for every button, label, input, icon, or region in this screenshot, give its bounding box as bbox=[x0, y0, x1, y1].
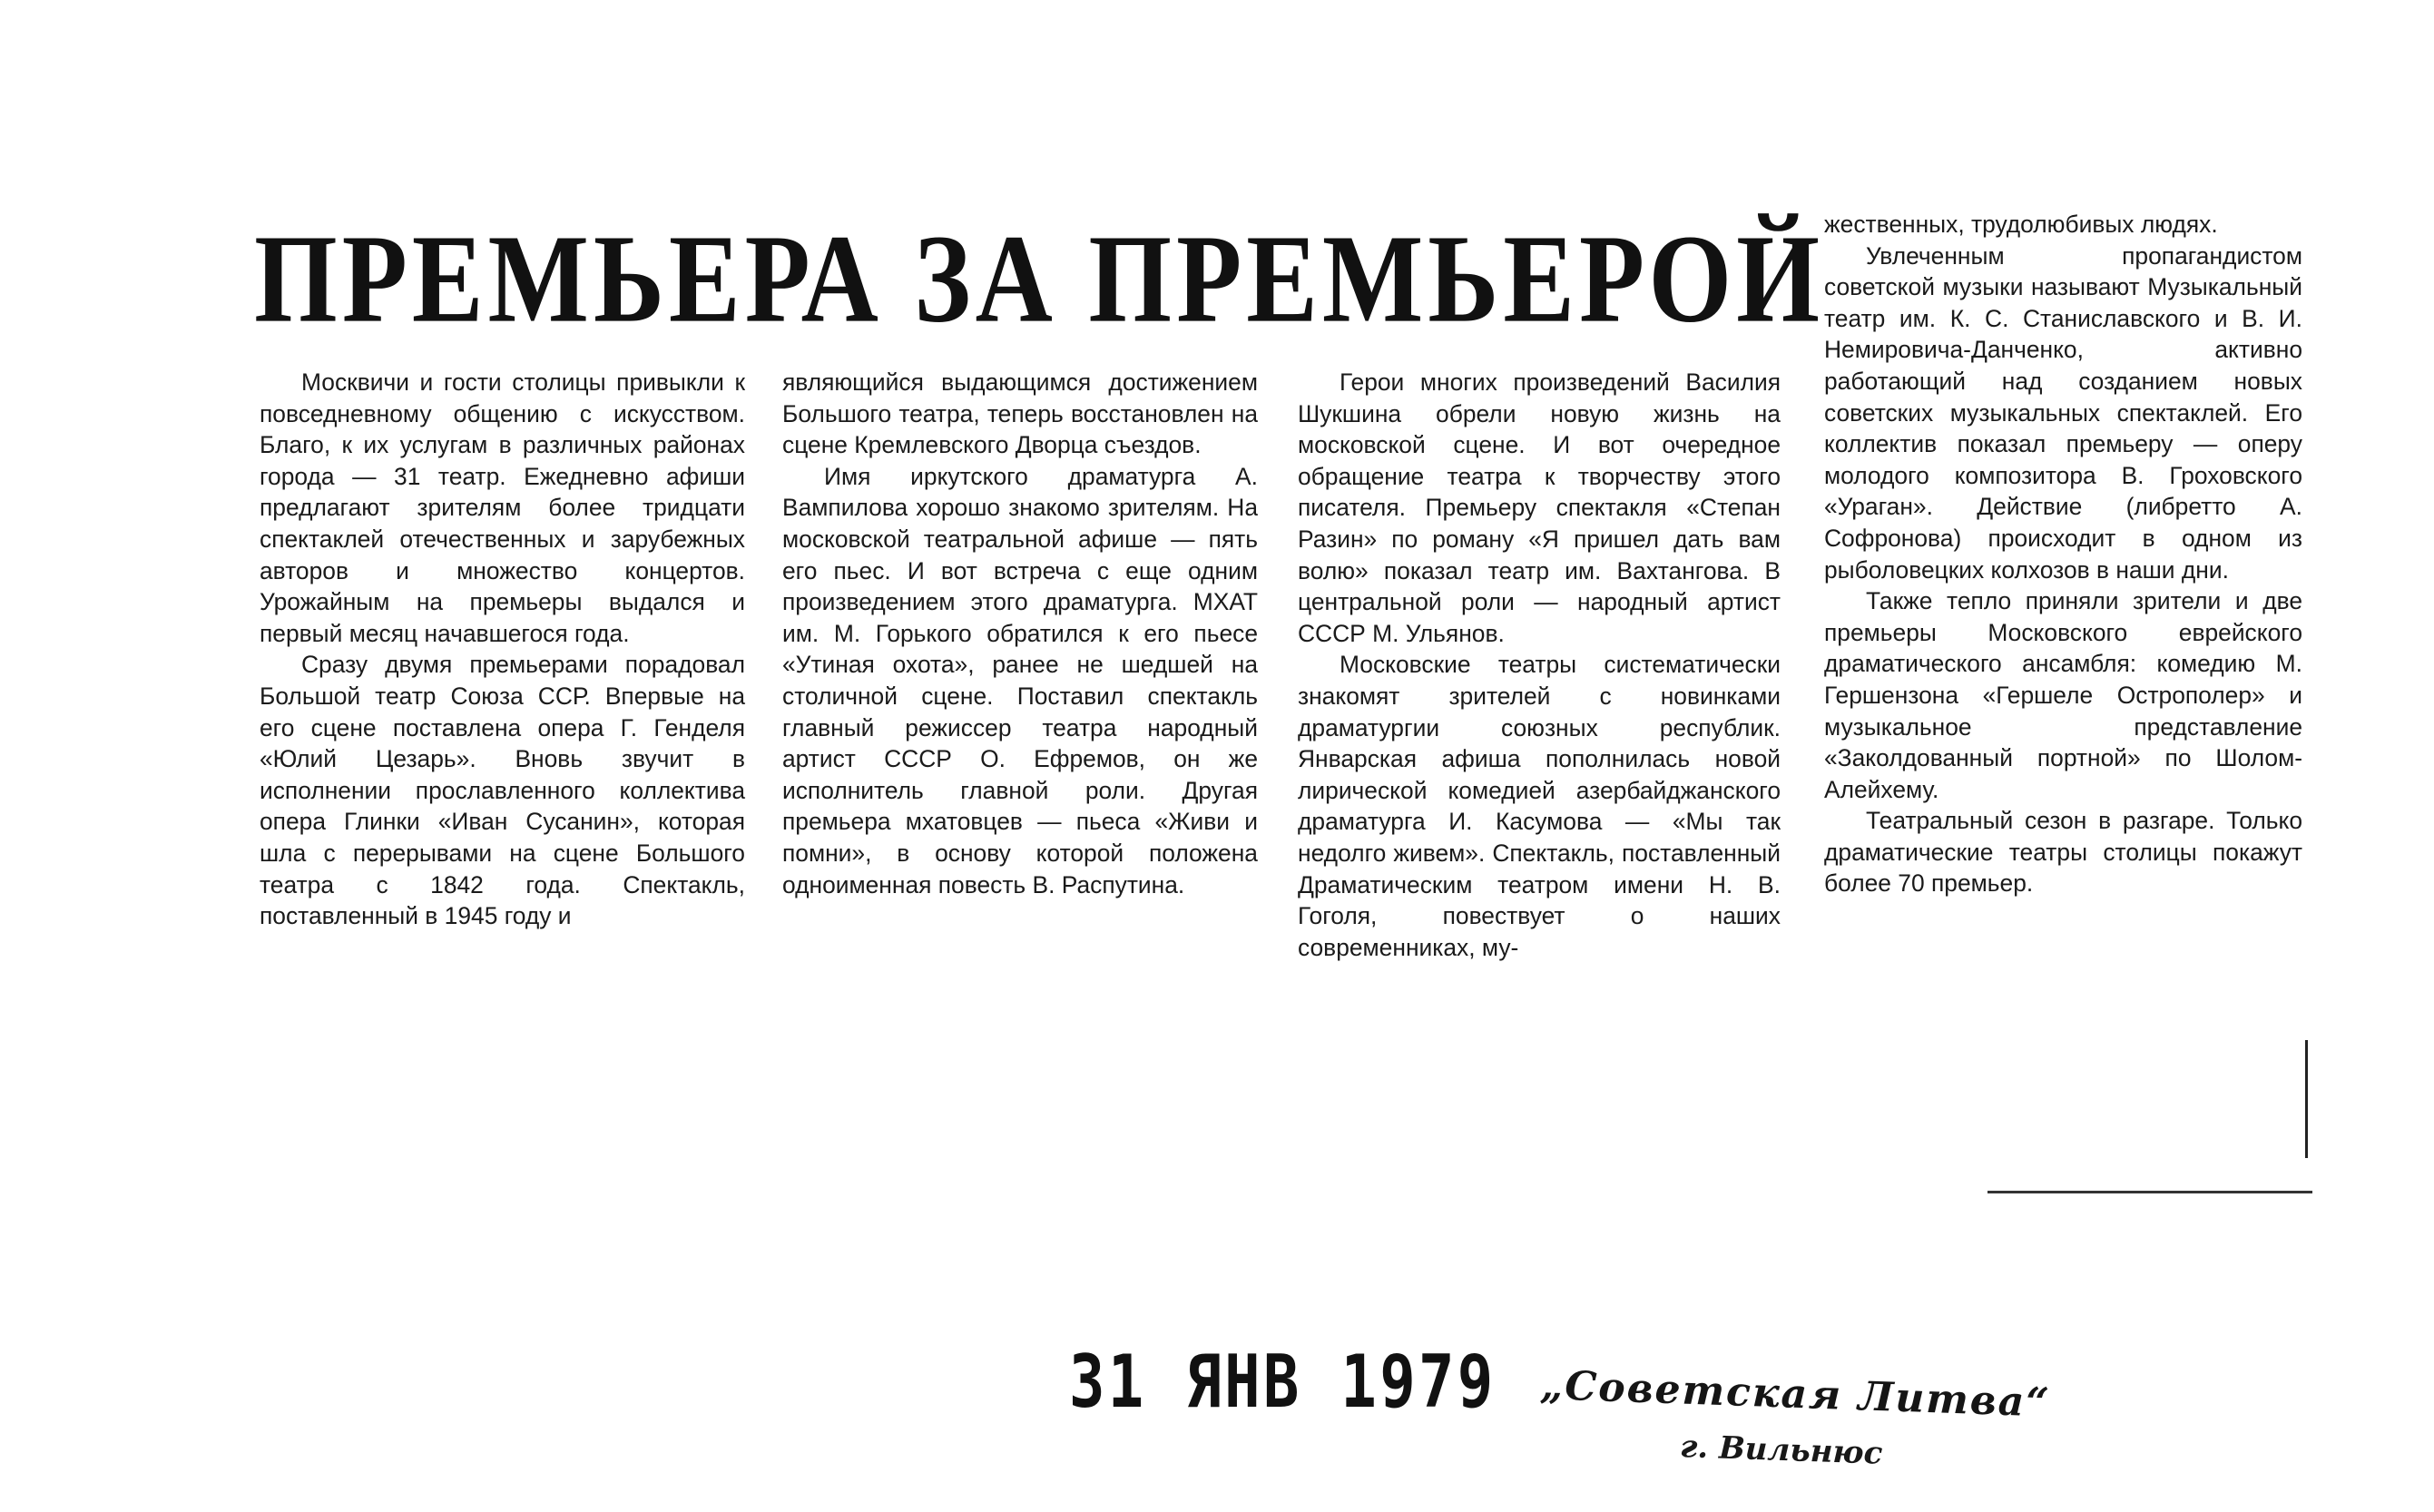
article-paragraph: Московские театры систематически знакомят зрителей с новинками драматургии союзных республик. Январская афиша пополнилась новой лирической комедией азербайджанского драматурга И. Касумова — «Мы так недолго живем». Спектакль, поставленный Драматическим театром имени Н. В. Гоголя, повествует о наших современниках, му- bbox=[1298, 651, 1781, 961]
article-paragraph: Москвичи и гости столицы привыкли к повседневному общению с искусством. Благо, к их услугам в различных районах города — 31 театр. Ежедневно афиши предлагают зрителям более тридцати спектаклей отечественных и зарубежных авторов и множество концертов. Урожайным на премьеры выдался и первый месяц начавшегося года. bbox=[260, 368, 745, 647]
article-column-4 bbox=[1824, 209, 2302, 899]
article-paragraph: Также тепло приняли зрители и две премьеры Московского еврейского драматического ансамбля: комедию М. Гершензона «Гершеле Острополер» и музыкальное представление «Заколдованный портной» по Шолом-Алейхему. bbox=[1824, 587, 2302, 803]
article-paragraph: Герои многих произведений Василия Шукшина обрели новую жизнь на московской сцене. И вот очередное обращение театра к творчеству этого писателя. Премьеру спектакля «Степан Разин» по роману «Я пришел дать вам волю» показал театр им. Вахтангова. В центральной роли — народный артист СССР М. Ульянов. bbox=[1298, 368, 1781, 647]
newspaper-name-stamp: „Советская Литва“ bbox=[1539, 1362, 2052, 1427]
article-paragraph: Театральный сезон в разгаре. Только драматические театры столицы покажут более 70 премьер. bbox=[1824, 807, 2302, 898]
article-paragraph: Увлеченным пропагандистом советской музыки называют Музыкальный театр им. К. С. Станиславского и В. И. Немировича-Данченко, активно работающий над созданием новых советских музыкальных спектаклей. Его коллектив показал премьеру — оперу молодого композитора В. Гроховского «Ураган». Действие (либретто А. Софронова) происходит в одном из рыболовецких колхозов в наши дни. bbox=[1824, 241, 2302, 584]
column-end-rule bbox=[2305, 1040, 2308, 1158]
article-column-3 bbox=[1298, 367, 1781, 963]
article-end-rule bbox=[1987, 1191, 2312, 1193]
article-paragraph: Имя иркутского драматурга А. Вампилова хорошо знакомо зрителям. На московской театральной афише — пять его пьес. И вот встреча с еще одним произведением этого драматурга. МХАТ им. М. Горького обратился к его пьесе «Утиная охота», ранее не шедшей на столичной сцене. Поставил спектакль главный режиссер театра народный артист СССР О. Ефремов, он же исполнитель главной роли. Другая премьера мхатовцев — пьеса «Живи и помни», в основу которой положена одноименная повесть В. Распутина. bbox=[782, 462, 1258, 898]
article-column-1 bbox=[260, 367, 745, 932]
article-paragraph: Сразу двумя премьерами порадовал Большой театр Союза ССР. Впервые на его сцене поставлена опера Г. Генделя «Юлий Цезарь». Вновь звучит в исполнении прославленного коллектива опера Глинки «Иван Сусанин», которая шла с перерывами на сцене Большого театра с 1842 года. Спектакль, поставленный в 1945 году и bbox=[260, 651, 745, 930]
date-stamp: 31 ЯНВ 1979 bbox=[1069, 1340, 1497, 1424]
article-paragraph: жественных, трудолюбивых людях. bbox=[1824, 211, 2218, 238]
article-headline: ПРЕМЬЕРА ЗА ПРЕМЬЕРОЙ bbox=[254, 208, 1824, 349]
newspaper-city-stamp: г. Вильнюс bbox=[1679, 1429, 1883, 1472]
article-paragraph: являющийся выдающимся достижением Большого театра, теперь восстановлен на сцене Кремлевского Дворца съездов. bbox=[782, 368, 1258, 459]
article-column-2 bbox=[782, 367, 1258, 900]
